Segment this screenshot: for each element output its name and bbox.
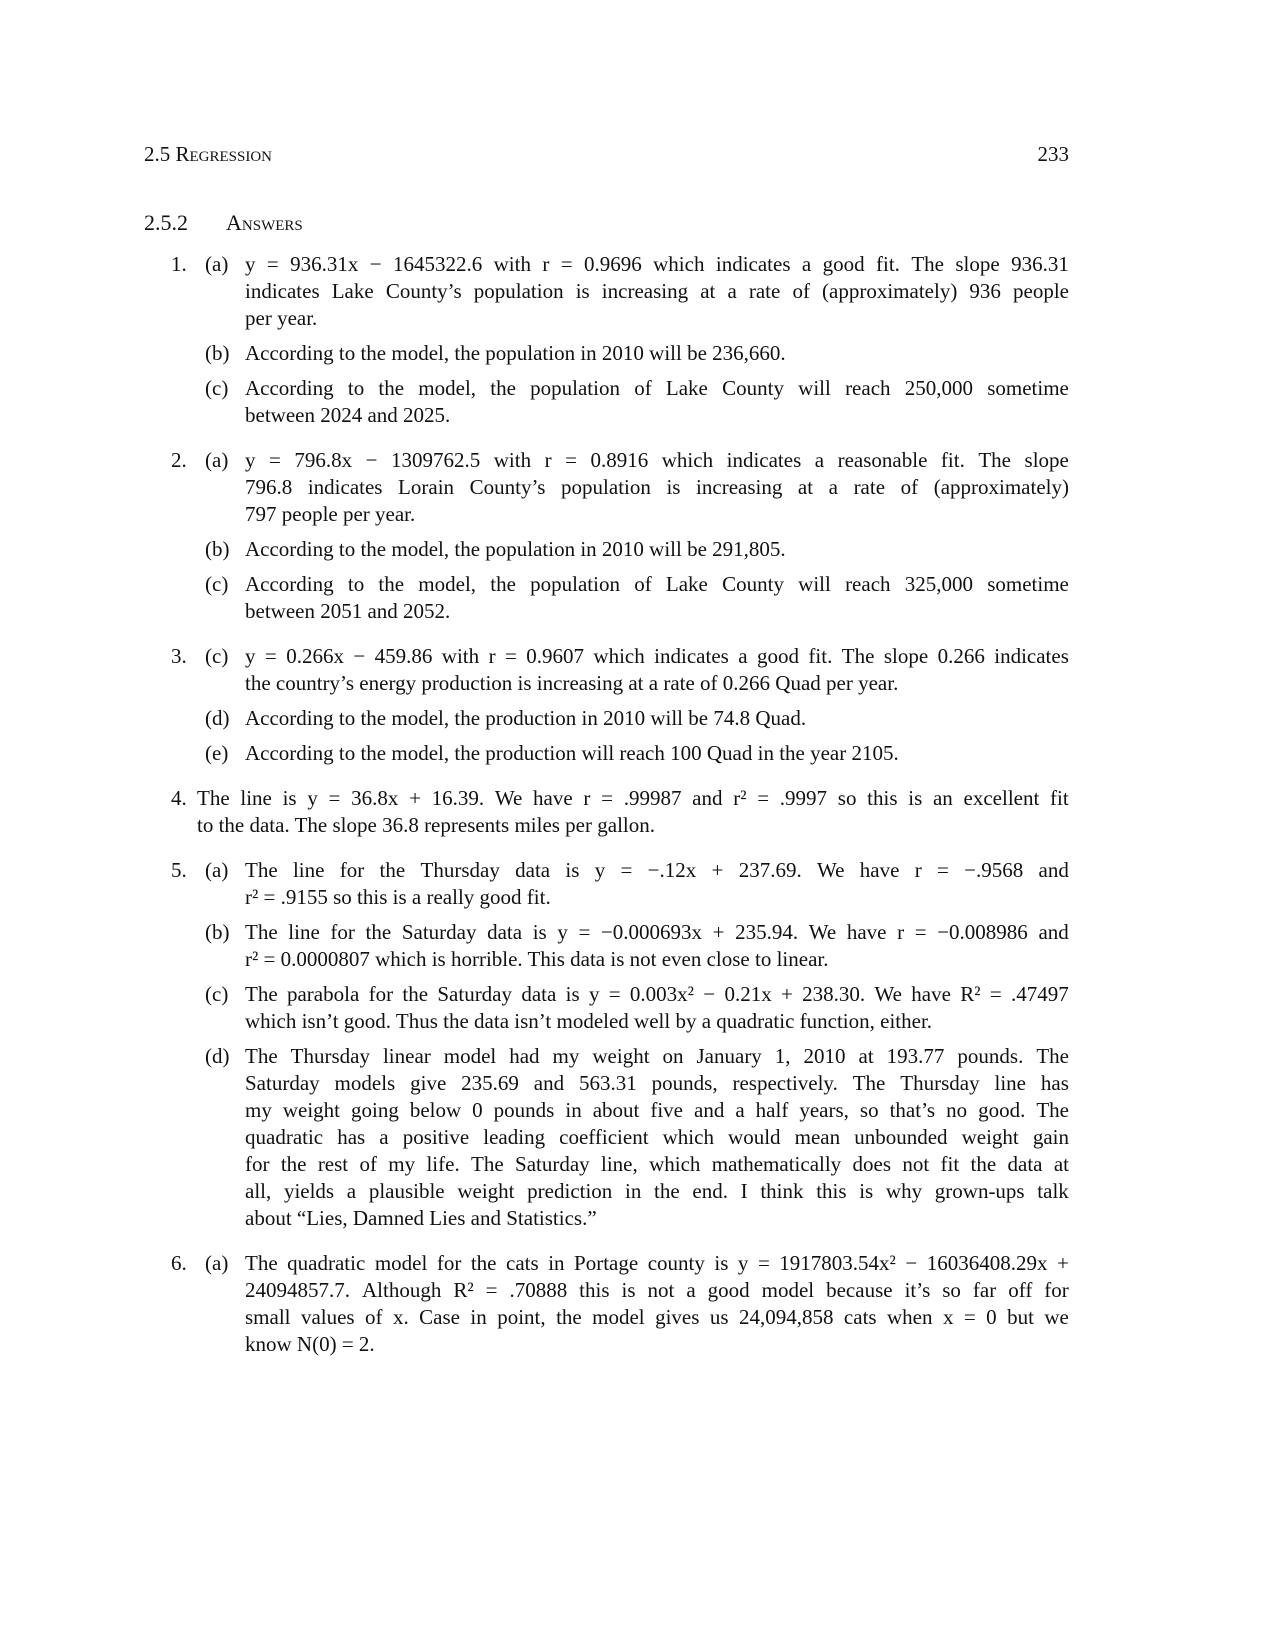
- running-header: [144, 142, 1069, 167]
- text-line: According to the model, the population of Lake County will reach 325,000 sometime: [245, 572, 1069, 596]
- section-title: Regression: [175, 142, 273, 166]
- running-header-section: [144, 142, 272, 167]
- text-line: which isn’t good. Thus the data isn’t modeled well by a quadratic function, either.: [245, 1009, 933, 1033]
- answer-part: [197, 740, 1069, 767]
- text-line: The quadratic model for the cats in Portage county is y = 1917803.54x² − 16036408.29x +: [245, 1251, 1069, 1275]
- part-label: (a): [205, 252, 229, 276]
- answer-item: [144, 447, 1069, 625]
- text-line: between 2024 and 2025.: [245, 403, 451, 427]
- answer-part: [197, 536, 1069, 563]
- text-line: According to the model, the production will reach 100 Quad in the year 2105.: [245, 741, 899, 765]
- text-line: According to the model, the population of Lake County will reach 250,000 sometime: [245, 376, 1069, 400]
- page-number: 233: [1037, 142, 1069, 166]
- text-line: quadratic has a positive leading coefficient which would mean unbounded weight gain: [245, 1125, 1069, 1149]
- answers-list: [144, 251, 1069, 1376]
- answer-part: [197, 857, 1069, 911]
- text-line: all, yields a plausible weight prediction in the end. I think this is why grown-ups talk: [245, 1179, 1069, 1203]
- text-line: y = 796.8x − 1309762.5 with r = 0.8916 which indicates a reasonable fit. The slope: [245, 448, 1069, 472]
- item-number: 2.: [171, 448, 187, 472]
- section-number: 2.5: [144, 142, 171, 166]
- text-line: the country’s energy production is increasing at a rate of 0.266 Quad per year.: [245, 671, 899, 695]
- item-number: 5.: [171, 858, 187, 882]
- item-number: 1.: [171, 252, 187, 276]
- text-line: The Thursday linear model had my weight on January 1, 2010 at 193.77 pounds. The: [245, 1044, 1069, 1068]
- part-label: (a): [205, 1251, 229, 1275]
- part-label: (a): [205, 448, 229, 472]
- text-line: According to the model, the production in 2010 will be 74.8 Quad.: [245, 706, 807, 730]
- text-line: y = 0.266x − 459.86 with r = 0.9607 which indicates a good fit. The slope 0.266 indicates: [245, 644, 1069, 668]
- text-line: know N(0) = 2.: [245, 1332, 375, 1356]
- item-number: 4.: [171, 786, 187, 810]
- answer-part: [197, 1043, 1069, 1232]
- text-line: small values of x. Case in point, the model gives us 24,094,858 cats when x = 0 but we: [245, 1305, 1069, 1329]
- part-label: (c): [205, 572, 229, 596]
- text-line: r² = .9155 so this is a really good fit.: [245, 885, 551, 909]
- part-label: (c): [205, 982, 229, 1006]
- answer-item: [144, 251, 1069, 429]
- answer-item: [144, 857, 1069, 1232]
- text-line: about “Lies, Damned Lies and Statistics.”: [245, 1206, 597, 1230]
- part-label: (b): [205, 920, 230, 944]
- answer-part: [197, 1250, 1069, 1358]
- item-number: 3.: [171, 644, 187, 668]
- part-label: (c): [205, 376, 229, 400]
- answer-part: [197, 571, 1069, 625]
- answer-part: [197, 375, 1069, 429]
- answer-item: [144, 785, 1069, 839]
- item-number: 6.: [171, 1251, 187, 1275]
- text-line: my weight going below 0 pounds in about five and a half years, so that’s no good. The: [245, 1098, 1069, 1122]
- answer-part: [197, 643, 1069, 697]
- part-label: (c): [205, 644, 229, 668]
- text-line: The line for the Saturday data is y = −0.000693x + 235.94. We have r = −0.008986 and: [245, 920, 1069, 944]
- subsection-number: 2.5.2: [144, 210, 188, 235]
- text-line: indicates Lake County’s population is increasing at a rate of (approximately) 936 people: [245, 279, 1069, 303]
- part-label: (a): [205, 858, 229, 882]
- text-line: 24094857.7. Although R² = .70888 this is not a good model because it’s so far off for: [245, 1278, 1069, 1302]
- text-line: The line is y = 36.8x + 16.39. We have r = .99987 and r² = .9997 so this is an excellent fit: [197, 786, 1069, 810]
- answer-part: [197, 981, 1069, 1035]
- answer-item: [144, 643, 1069, 767]
- text-line: The line for the Thursday data is y = −.12x + 237.69. We have r = −.9568 and: [245, 858, 1069, 882]
- text-line: for the rest of my life. The Saturday line, which mathematically does not fit the data at: [245, 1152, 1069, 1176]
- answer-part: [197, 705, 1069, 732]
- subsection-title: Answers: [226, 210, 303, 235]
- answer-part: [197, 340, 1069, 367]
- text-line: r² = 0.0000807 which is horrible. This data is not even close to linear.: [245, 947, 829, 971]
- answer-part: [197, 251, 1069, 332]
- text-line: 796.8 indicates Lorain County’s population is increasing at a rate of (approximately): [245, 475, 1069, 499]
- text-line: y = 936.31x − 1645322.6 with r = 0.9696 which indicates a good fit. The slope 936.31: [245, 252, 1069, 276]
- part-label: (d): [205, 1044, 230, 1068]
- part-label: (e): [205, 741, 229, 765]
- answer-part: [197, 919, 1069, 973]
- text-line: to the data. The slope 36.8 represents miles per gallon.: [197, 813, 655, 837]
- text-line: According to the model, the population in 2010 will be 291,805.: [245, 537, 786, 561]
- answer-part: [197, 447, 1069, 528]
- part-label: (b): [205, 341, 230, 365]
- answer-item: [144, 1250, 1069, 1358]
- part-label: (d): [205, 706, 230, 730]
- text-line: The parabola for the Saturday data is y = 0.003x² − 0.21x + 238.30. We have R² = .47497: [245, 982, 1069, 1006]
- text-line: Saturday models give 235.69 and 563.31 pounds, respectively. The Thursday line has: [245, 1071, 1069, 1095]
- text-line: between 2051 and 2052.: [245, 599, 451, 623]
- part-label: (b): [205, 537, 230, 561]
- subsection-heading: [144, 210, 303, 236]
- text-line: According to the model, the population in 2010 will be 236,660.: [245, 341, 786, 365]
- text-line: per year.: [245, 306, 318, 330]
- text-line: 797 people per year.: [245, 502, 416, 526]
